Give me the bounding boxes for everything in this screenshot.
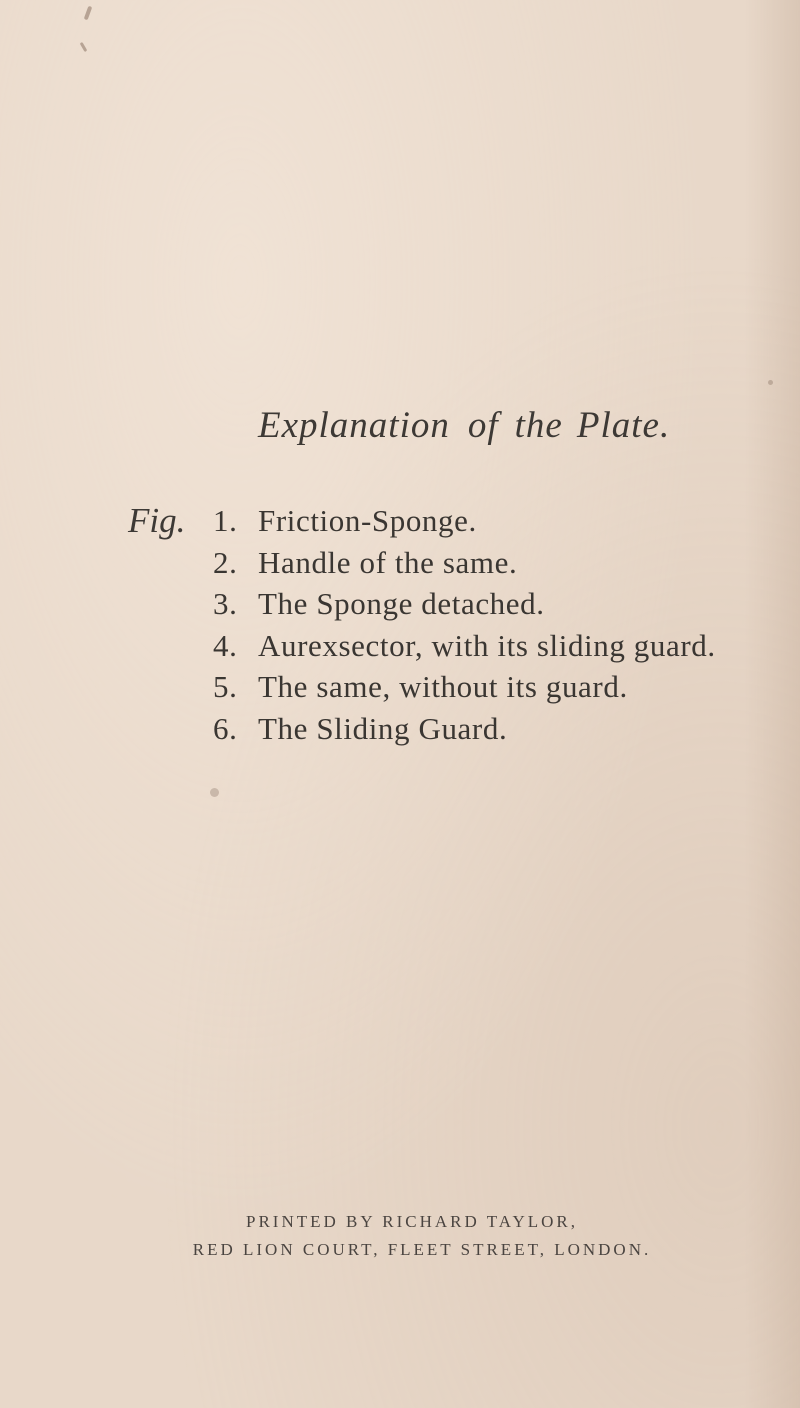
heading-word: of xyxy=(467,405,499,446)
figure-item xyxy=(213,666,716,708)
figure-number: 6. xyxy=(213,710,238,746)
paper-speck xyxy=(80,42,88,52)
heading-word: Plate. xyxy=(576,405,671,446)
fig-label: Fig. xyxy=(128,501,186,540)
paper-speck xyxy=(210,788,219,797)
figure-number: 5. xyxy=(213,669,238,704)
figure-number: 2. xyxy=(213,544,238,580)
figure-item xyxy=(213,542,716,584)
figure-item xyxy=(213,583,716,625)
figure-number: 4. xyxy=(213,627,238,663)
printer-imprint-line: PRINTED BY RICHARD TAYLOR, xyxy=(246,1212,578,1231)
figure-description: Friction-Sponge. xyxy=(258,503,477,538)
figure-description: Handle of the same. xyxy=(258,544,518,580)
paper-speck xyxy=(768,380,773,385)
figure-description: The Sliding Guard. xyxy=(258,710,508,746)
figure-item xyxy=(213,500,716,542)
figure-number: 1. xyxy=(213,503,238,538)
figure-description: The same, without its guard. xyxy=(258,669,628,704)
figure-item xyxy=(213,625,716,667)
plate-heading xyxy=(258,404,670,447)
figure-list xyxy=(213,500,716,749)
figure-description: The Sponge detached. xyxy=(258,586,545,621)
figure-item xyxy=(213,708,716,750)
printer-address-line: RED LION COURT, FLEET STREET, LONDON. xyxy=(192,1240,652,1259)
paper-speck xyxy=(84,6,93,21)
figure-number: 3. xyxy=(213,586,238,621)
heading-word: the xyxy=(514,405,563,446)
heading-word: Explanation xyxy=(258,405,450,446)
figure-description: Aurexsector, with its sliding guard. xyxy=(258,627,716,663)
